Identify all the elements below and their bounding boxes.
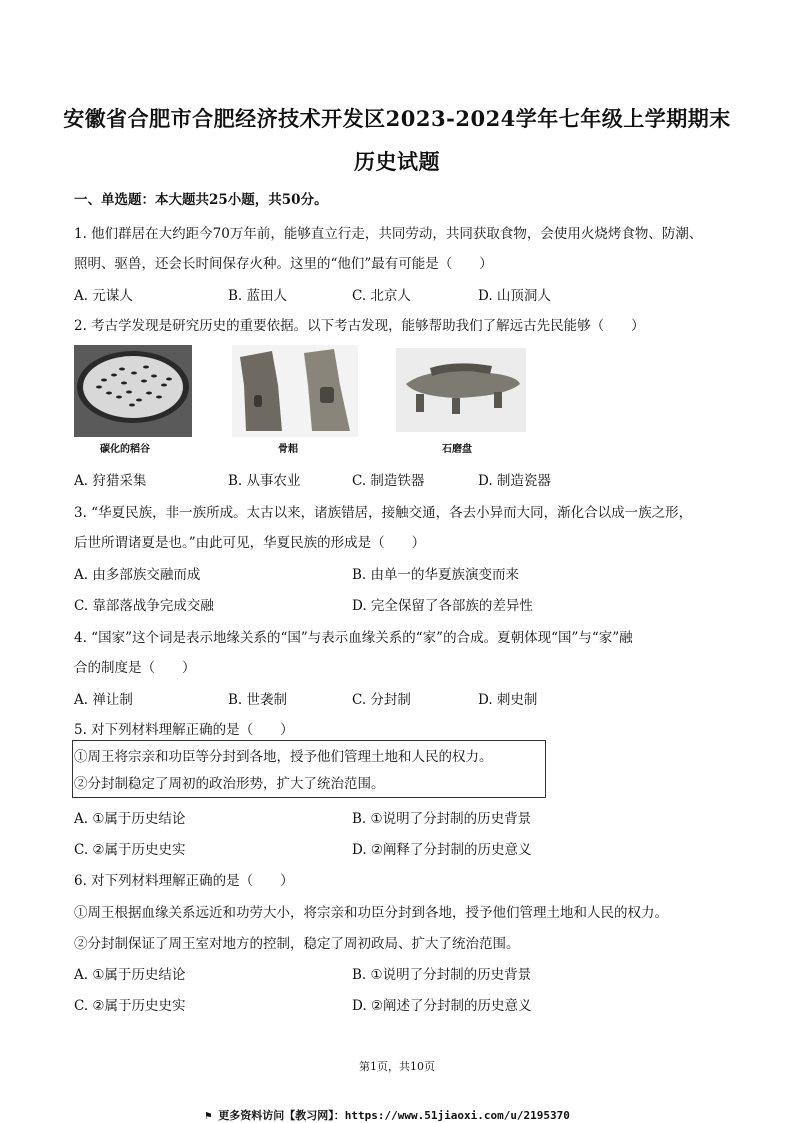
q2-option-d: D. 制造瓷器 bbox=[478, 473, 551, 489]
question-2-line-1: 2. 考古学发现是研究历史的重要依据。以下考古发现，能够帮助我们了解远古先民能够（ ） bbox=[74, 318, 645, 334]
q4-option-a: A. 禅让制 bbox=[74, 692, 133, 708]
q3-option-d: D. 完全保留了各部族的差异性 bbox=[352, 598, 533, 614]
q4-option-c: C. 分封制 bbox=[352, 692, 411, 708]
question-5-line-1: 5. 对下列材料理解正确的是（ ） bbox=[74, 722, 294, 738]
q2-option-b: B. 从事农业 bbox=[228, 473, 301, 489]
flag-icon: ⚑ bbox=[205, 1109, 219, 1122]
q5-option-a: A. ①属于历史结论 bbox=[74, 811, 186, 827]
ad-link[interactable] bbox=[205, 1107, 570, 1123]
q6-option-c: C. ②属于历史史实 bbox=[74, 998, 186, 1014]
q5-option-d: D. ②阐释了分封制的历史意义 bbox=[352, 842, 532, 858]
caption-millstone: 石磨盘 bbox=[442, 444, 472, 455]
page-footer: 第1页，共10页 bbox=[359, 1060, 435, 1073]
q1-option-d: D. 山顶洞人 bbox=[478, 288, 551, 304]
q4-option-d: D. 刺史制 bbox=[478, 692, 538, 708]
q5-material-1: ①周王将宗亲和功臣等分封到各地，授予他们管理土地和人民的权力。 bbox=[74, 749, 493, 765]
question-4-line-1: 4. “国家”这个词是表示地缘关系的“国”与表示血缘关系的“家”的合成。夏朝体现“国”与“家”融 bbox=[74, 630, 633, 646]
q1-option-c: C. 北京人 bbox=[352, 288, 411, 304]
question-4-line-2: 合的制度是（ ） bbox=[74, 660, 196, 676]
question-6-line-2: ①周王根据血缘关系远近和功劳大小，将宗亲和功臣分封到各地，授予他们管理土地和人民的权力。 bbox=[74, 905, 668, 921]
question-3-line-2: 后世所谓诸夏是也。”由此可见，华夏民族的形成是（ ） bbox=[74, 535, 426, 551]
q3-option-b: B. 由单一的华夏族演变而来 bbox=[352, 567, 520, 583]
q5-option-b: B. ①说明了分封制的历史背景 bbox=[352, 811, 532, 827]
q5-option-c: C. ②属于历史史实 bbox=[74, 842, 186, 858]
q5-material-2: ②分封制稳定了周初的政治形势，扩大了统治范围。 bbox=[74, 776, 385, 792]
q2-option-a: A. 狩猎采集 bbox=[74, 473, 147, 489]
page-title: 安徽省合肥市合肥经济技术开发区2023-2024学年七年级上学期期末 bbox=[63, 106, 731, 131]
caption-rice: 碳化的稻谷 bbox=[100, 444, 150, 455]
q1-option-a: A. 元谋人 bbox=[74, 288, 133, 304]
question-1-line-2: 照明、驱兽，还会长时间保存火种。这里的“他们”最有可能是（ ） bbox=[74, 256, 493, 272]
bone-spade-image bbox=[232, 345, 358, 437]
q3-option-a: A. 由多部族交融而成 bbox=[74, 567, 201, 583]
ad-text: 更多资料访问【教习网】：https://www.51jiaoxi.com/u/2195370 bbox=[218, 1109, 570, 1122]
section-heading: 一、单选题：本大题共25小题，共50分。 bbox=[74, 192, 328, 208]
question-1-line-1: 1. 他们群居在大约距今70万年前，能够直立行走，共同劳动，共同获取食物，会使用火烧烤食物、防潮、 bbox=[74, 226, 703, 242]
q6-option-b: B. ①说明了分封制的历史背景 bbox=[352, 967, 532, 983]
caption-bone-spade: 骨耜 bbox=[278, 444, 298, 455]
question-3-line-1: 3. “华夏民族，非一族所成。太古以来，诸族错居，接触交通，各去小异而大同，渐化合以成一族之形， bbox=[74, 505, 693, 521]
question-6-line-3: ②分封制保证了周王室对地方的控制，稳定了周初政局、扩大了统治范围。 bbox=[74, 936, 520, 952]
q1-option-b: B. 蓝田人 bbox=[228, 288, 288, 304]
q2-option-c: C. 制造铁器 bbox=[352, 473, 425, 489]
q3-option-c: C. 靠部落战争完成交融 bbox=[74, 598, 214, 614]
millstone-image bbox=[396, 348, 526, 432]
question-6-line-1: 6. 对下列材料理解正确的是（ ） bbox=[74, 873, 294, 889]
q6-option-d: D. ②阐述了分封制的历史意义 bbox=[352, 998, 532, 1014]
carbonized-rice-image bbox=[74, 345, 192, 437]
page-subtitle: 历史试题 bbox=[354, 149, 440, 174]
q4-option-b: B. 世袭制 bbox=[228, 692, 288, 708]
q6-option-a: A. ①属于历史结论 bbox=[74, 967, 186, 983]
